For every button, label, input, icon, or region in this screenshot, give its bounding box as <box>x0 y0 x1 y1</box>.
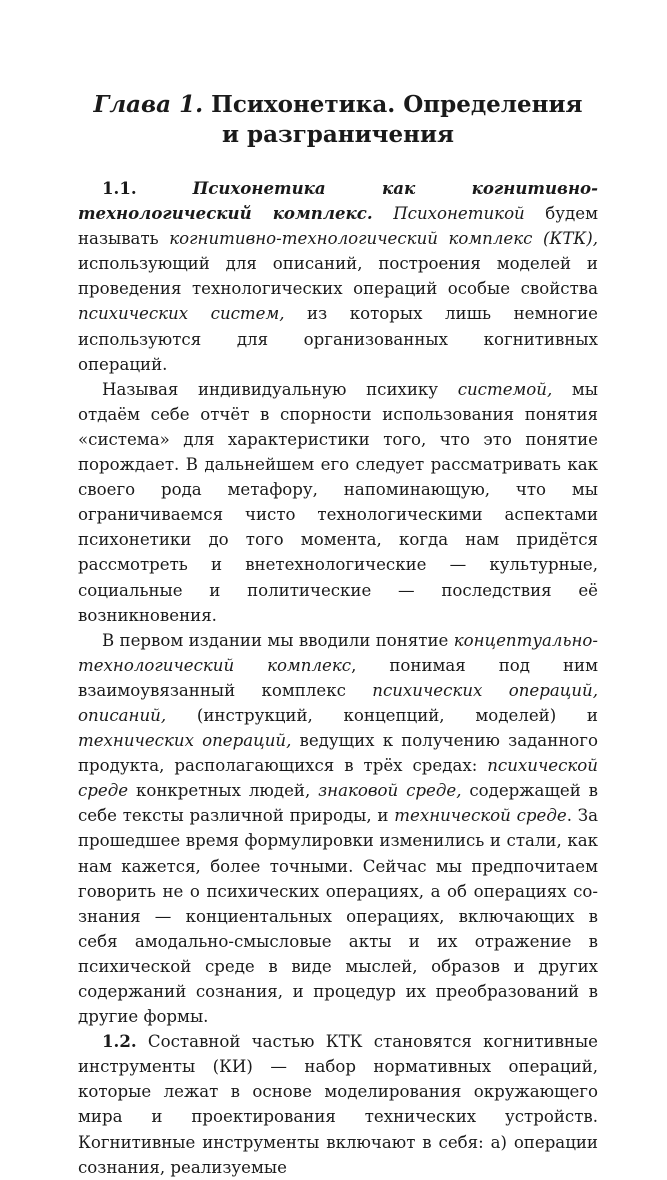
chapter-title <box>78 90 598 150</box>
section-number-1-1: 1.1. <box>102 178 137 198</box>
term-sign-environment: знаковой среде, <box>318 781 462 801</box>
text-run: Составной частью КТК становятся когнитивные инструменты (КИ) — набор нормативных операций, которые лежат в основе моделирования окружающего мира и проектирования технических устройств. Когнитивные инструменты включают в себя: а) операции сознания, реализуемые <box>78 1032 598 1177</box>
term-ktk: когнитивно-технологический комплекс (КТК), <box>169 229 599 249</box>
term-conceptual-complex: концептуально-технологический комплекс <box>78 630 598 675</box>
term-psychic-environment: психической среде <box>78 756 598 801</box>
text-run: будем называть <box>78 204 598 249</box>
text-run: (инструкций, концепций, моделей) и <box>166 705 598 725</box>
chapter-title-line-2: и разграничения <box>221 121 455 148</box>
term-psychic-operations: психических операций, описаний, <box>78 680 598 725</box>
paragraph-1-2 <box>78 1029 598 1180</box>
text-run: , понимая под ним взаимоувязанный комплекс <box>78 655 598 700</box>
text-run: ведущих к получению заданного продукта, располагающихся в трёх средах: <box>78 731 598 776</box>
body-text <box>78 176 598 1180</box>
text-run: содержащей в себе тексты различной природы, и <box>78 781 598 826</box>
chapter-title-line-1 <box>78 90 598 120</box>
paragraph-2 <box>78 377 598 628</box>
term-psychic-systems: психических систем, <box>78 304 285 324</box>
text-run: использующий для описаний, построения моделей и проведения технологических операций особые свойства <box>78 254 598 299</box>
term-technical-operations: технических операций, <box>78 731 292 751</box>
chapter-label: Глава 1. <box>93 91 204 118</box>
section-number-1-2: 1.2. <box>102 1031 137 1052</box>
chapter-title-text: Психонетика. Определения <box>211 91 583 118</box>
paragraph-1-1 <box>78 176 598 377</box>
paragraph-3 <box>78 628 598 1030</box>
term-psychonetics: Психонетикой <box>393 204 525 224</box>
term-technical-environment: технической среде <box>394 806 567 826</box>
text-run: В первом издании мы вводили понятие <box>102 630 454 650</box>
text-run: мы отдаём себе отчёт в спорности использования понятия «система» для характеристики того, что это понятие порождает. В дальнейшем его следует рассматривать как своего рода метафору, напоминающую, что мы ограничиваемся чисто технологическими аспектами психонетики до того момента, когда нам придётся рассмотреть и внетехнологические — культурные, социальные и политические — последствия её возникновения. <box>78 379 598 625</box>
text-run: конкретных людей, <box>128 781 319 801</box>
book-page <box>78 90 598 1180</box>
section-heading-1-1: Психонетика как когнитивно-технологический комплекс. <box>78 178 598 224</box>
term-system: системой, <box>457 379 553 399</box>
text-run: . За прошедшее время формулировки изменились и стали, как нам кажется, более точными. Сейчас мы предпочитаем говорить не о психических операциях, а об операциях сознания — конциентальных операциях, включающих в себя амодально-смысловые акты и их отражение в психической среде в виде мыслей, образов и других содержаний сознания, и процедур их преобразований в другие формы. <box>78 806 598 1027</box>
text-run: Называя индивидуальную психику <box>102 379 458 399</box>
text-run: из которых лишь немногие используются для организованных когнитивных операций. <box>78 304 598 374</box>
